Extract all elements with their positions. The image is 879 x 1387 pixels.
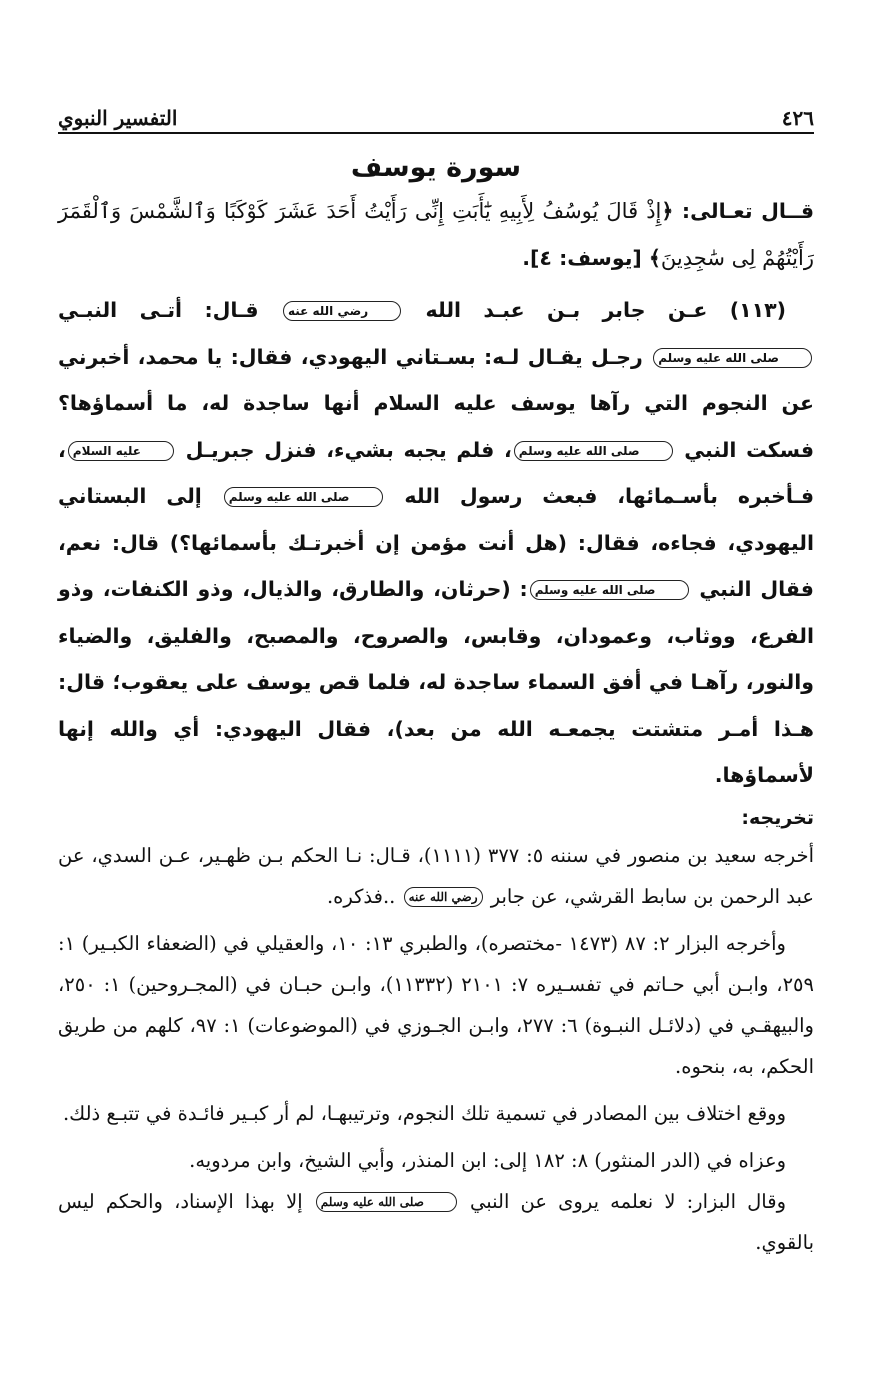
honorific-salla-icon: صلى الله عليه وسلم xyxy=(224,487,383,507)
takhrij-paragraph: وأخرجه البزار ٢: ٨٧ (١٤٧٣ -مختصره)، والطبري ١٣: ١٠، والعقيلي في (الضعفاء الكبـير) ١: ٢٥٩، وابـن أبي حـاتم في تفسـيره ٧: ٢١٠١ (١١٣٣٢)، وابـن حبـان في (المجـروحين) ١: ٢٥٠، والبيهقـي في (دلائـل النبـوة) ٦: ٢٧٧، وابـن الجـوزي في (الموضوعات) ١: ٩٧، كلهم من طريق الحكم، به، بنحوه. xyxy=(58,931,814,1078)
hadith-segment: قـال: أتـى النبـي xyxy=(58,298,259,322)
running-head xyxy=(58,96,814,130)
honorific-alayhi-icon: عليه السلام xyxy=(68,441,174,461)
honorific-radiallahu-icon: رضي الله عنه xyxy=(283,301,401,321)
hadith-segment: : (حرثان، والطارق، والذيال، وذو الكنفات، وذو الفرع، ووثاب، وعمودان، وقابس، والصروح، والمصبح، والفليق، والضياء والنور، رآهـا في أفق السماء ساجدة له، فلما قص يوسف على يعقوب؛ قال: هـذا أمـر متشتت يجمعـه الله من بعد)، فقال اليهودي: أي والله إنها لأسماؤها. xyxy=(58,577,814,787)
honorific-salla-icon: صلى الله عليه وسلم xyxy=(653,348,812,368)
hadith-segment: ، فـأخبره بأسـمائها، فبعث رسول الله xyxy=(58,437,814,508)
takhrij-text: وقال البزار: لا نعلمه يروى عن النبي xyxy=(470,1189,786,1213)
honorific-salla-icon: صلى الله عليه وسلم xyxy=(514,441,673,461)
hadith-segment: (١١٣) عـن جابر بـن عبـد الله xyxy=(425,298,786,322)
takhrij-heading: تخريجه: xyxy=(741,806,814,829)
takhrij-paragraph: ووقع اختلاف بين المصادر في تسمية تلك النجوم، وترتيبهـا، لم أر كبـير فائـدة في تتبـع ذلك. xyxy=(62,1101,786,1125)
book-title: التفسير النبوي xyxy=(58,106,178,130)
header-rule xyxy=(58,132,814,134)
hadith-segment: رجـل يقـال لـه: بسـتاني اليهودي، فقال: يا محمد، أخبرني عن النجوم التي رآها يوسف عليه السلام أنها ساجدة له، ما أسماؤها؟ فسكت النبي xyxy=(58,344,814,462)
verse-reference: ﴾ [يوسف: ٤]. xyxy=(522,245,661,270)
honorific-salla-icon: صلى الله عليه وسلم xyxy=(530,580,689,600)
honorific-radiallahu-icon: رضي الله عنه xyxy=(404,887,483,907)
surah-title: سورة يوسف xyxy=(350,152,522,183)
book-page xyxy=(58,96,814,1336)
page-number: ٤٢٦ xyxy=(781,106,814,130)
takhrij-section xyxy=(58,835,814,1263)
takhrij-paragraph: وعزاه في (الدر المنثور) ٨: ١٨٢ إلى: ابن المنذر، وأبي الشيخ، وابن مردويه. xyxy=(189,1148,786,1172)
takhrij-text: أخرجه سعيد بن منصور في سننه ٥: ٣٧٧ (١١١١)، قـال: نـا الحكم بـن ظهـير، عـن السدي، عن عبد الرحمن بن سابط القرشي، عن جابر xyxy=(58,843,814,908)
takhrij-text: إلا بهذا الإسناد، والحكم ليس بالقوي. xyxy=(58,1189,814,1254)
honorific-salla-icon: صلى الله عليه وسلم xyxy=(316,1192,457,1212)
takhrij-text: ..فذكره. xyxy=(326,884,396,908)
verse-paragraph xyxy=(58,188,814,281)
hadith-segment: ، فلم يجبه بشيء، فنزل جبريـل xyxy=(185,437,512,462)
hadith-paragraph xyxy=(58,287,814,799)
quran-verse: إِذْ قَالَ يُوسُفُ لِأَبِيهِ يَٰٓأَبَتِ إِنِّى رَأَيْتُ أَحَدَ عَشَرَ كَوْكَبًا وَٱلشَّمْسَ وَٱلْقَمَرَ رَأَيْتُهُمْ لِى سَٰجِدِينَ xyxy=(58,199,814,270)
verse-intro: قــال تعـالى: ﴿ xyxy=(661,199,814,223)
takhrij-paragraph xyxy=(58,835,814,917)
takhrij-paragraph xyxy=(58,1181,814,1263)
hadith-segment: إلى البستاني اليهودي، فجاءه، فقال: (هل أنت مؤمن إن أخبرتـك بأسمائها؟) قال: نعم، فقال النبي xyxy=(58,484,814,601)
main-text xyxy=(58,188,814,799)
